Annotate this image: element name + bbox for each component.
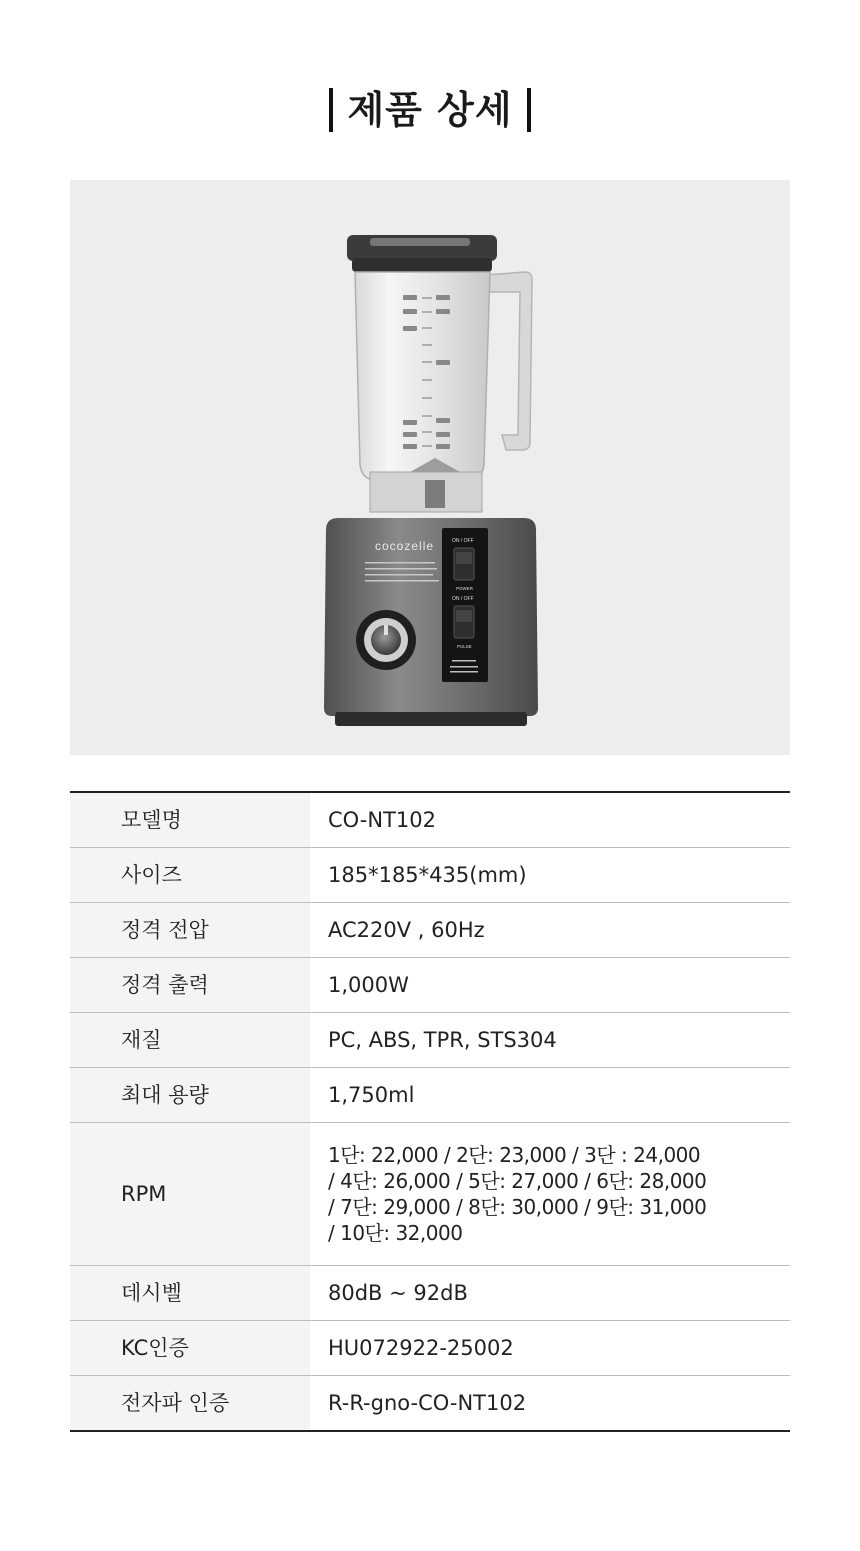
pulse-switch-label: ON / OFF bbox=[452, 596, 474, 602]
spec-label: 모델명 bbox=[70, 792, 310, 848]
spec-row-voltage bbox=[70, 903, 790, 958]
spec-value: 185*185*435(mm) bbox=[310, 848, 790, 903]
brand-logo: cocozelle bbox=[375, 539, 435, 553]
spec-row-model bbox=[70, 792, 790, 848]
spec-value: HU072922-25002 bbox=[310, 1321, 790, 1376]
power-caption: POWER bbox=[456, 586, 474, 591]
spec-value: 1,750ml bbox=[310, 1068, 790, 1123]
jar-body bbox=[355, 272, 490, 480]
spec-label: 데시벨 bbox=[70, 1266, 310, 1321]
rpm-line: / 10단: 32,000 bbox=[328, 1221, 463, 1245]
spec-value: PC, ABS, TPR, STS304 bbox=[310, 1013, 790, 1068]
spec-label: 전자파 인증 bbox=[70, 1376, 310, 1432]
pulse-caption: PULSE bbox=[457, 644, 472, 649]
spec-row-rpm bbox=[70, 1123, 790, 1266]
product-photo bbox=[70, 180, 790, 755]
spec-value: 1,000W bbox=[310, 958, 790, 1013]
spec-label: KC인증 bbox=[70, 1321, 310, 1376]
spec-label: 정격 전압 bbox=[70, 903, 310, 958]
title-right-bar bbox=[527, 88, 531, 132]
rpm-line: / 7단: 29,000 / 8단: 30,000 / 9단: 31,000 bbox=[328, 1195, 707, 1219]
spec-row-kc bbox=[70, 1321, 790, 1376]
spec-row-material bbox=[70, 1013, 790, 1068]
spec-row-emc bbox=[70, 1376, 790, 1432]
spec-label: RPM bbox=[70, 1123, 310, 1266]
spec-value: CO-NT102 bbox=[310, 792, 790, 848]
title-left-bar bbox=[329, 88, 333, 132]
blender-illustration bbox=[70, 180, 790, 755]
spec-label: 최대 용량 bbox=[70, 1068, 310, 1123]
spec-label: 사이즈 bbox=[70, 848, 310, 903]
spec-table bbox=[70, 791, 790, 1432]
spec-row-size bbox=[70, 848, 790, 903]
power-switch-label: ON / OFF bbox=[452, 538, 474, 544]
spec-row-decibel bbox=[70, 1266, 790, 1321]
spec-value-rpm bbox=[310, 1123, 790, 1266]
spec-row-capacity bbox=[70, 1068, 790, 1123]
spec-label: 정격 출력 bbox=[70, 958, 310, 1013]
spec-label: 재질 bbox=[70, 1013, 310, 1068]
page-title: 제품 상세 bbox=[347, 88, 513, 132]
spec-value: 80dB ~ 92dB bbox=[310, 1266, 790, 1321]
jar-handle bbox=[485, 272, 532, 450]
spec-row-power bbox=[70, 958, 790, 1013]
rpm-line: / 4단: 26,000 / 5단: 27,000 / 6단: 28,000 bbox=[328, 1169, 707, 1193]
spec-value: AC220V , 60Hz bbox=[310, 903, 790, 958]
page-title-block bbox=[0, 80, 860, 140]
spec-value: R-R-gno-CO-NT102 bbox=[328, 1391, 527, 1415]
rpm-line: 1단: 22,000 / 2단: 23,000 / 3단 : 24,000 bbox=[328, 1143, 701, 1167]
